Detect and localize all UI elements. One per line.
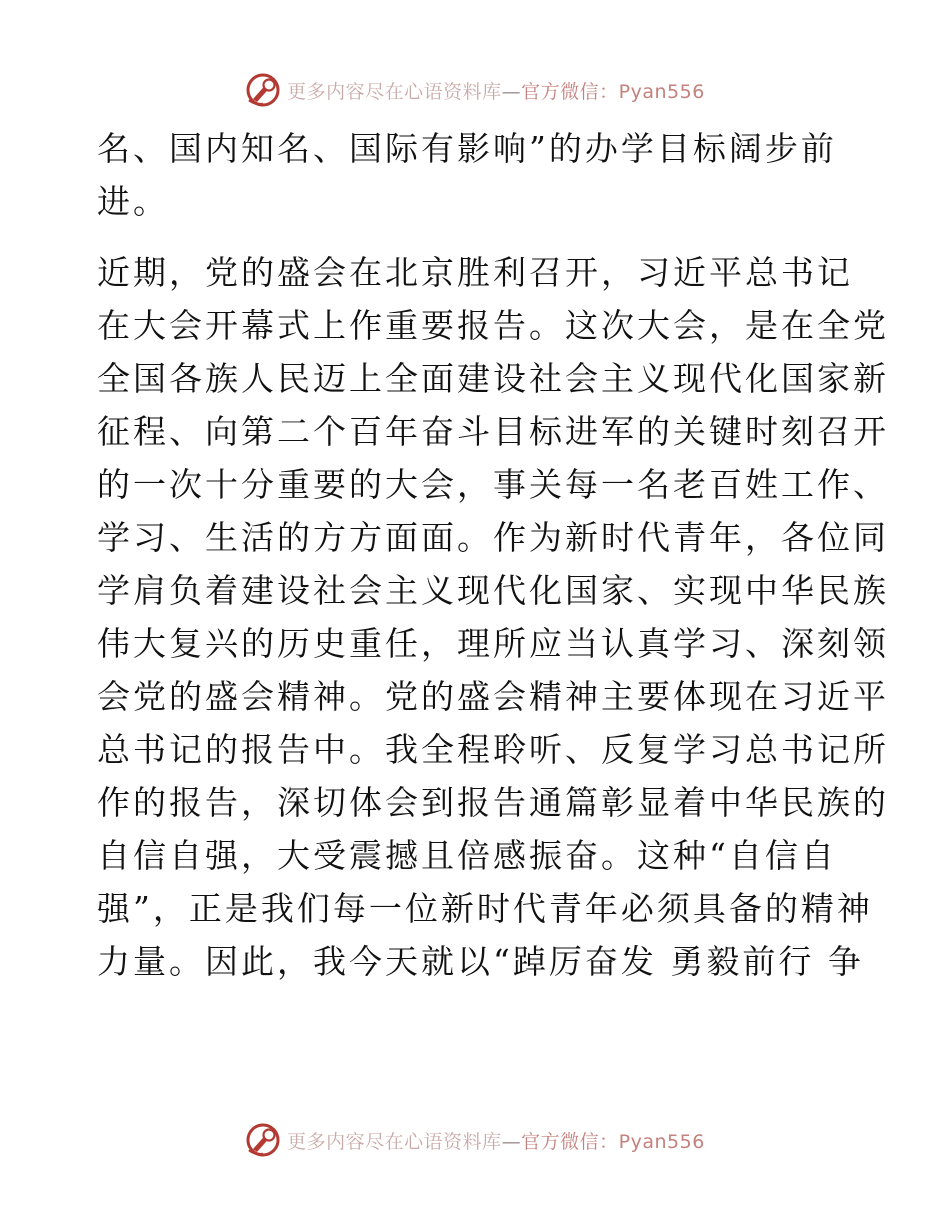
watermark-wechat-text: 官方微信：Pyan556 <box>521 1130 705 1153</box>
text-line: 伟大复兴的历史重任，理所应当认真学习、深刻领 <box>97 624 889 663</box>
watermark-text <box>287 1127 705 1154</box>
text-line: 的一次十分重要的大会，事关每一名老百姓工作、 <box>97 465 889 504</box>
header-watermark <box>0 68 950 112</box>
text-line: 名、国内知名、国际有影响”的办学目标阔步前 <box>97 129 837 168</box>
text-line: 强”，正是我们每一位新时代青年必须具备的精神 <box>97 889 873 928</box>
text-line: 作的报告，深切体会到报告通篇彰显着中华民族的 <box>97 783 889 822</box>
text-line: 学习、生活的方方面面。作为新时代青年，各位同 <box>97 518 889 557</box>
text-line: 自信自强，大受震撼且倍感振奋。这种“自信自 <box>97 836 837 875</box>
text-line: 在大会开幕式上作重要报告。这次大会，是在全党 <box>97 306 889 345</box>
watermark-main-text: 更多内容尽在心语资料库 <box>287 80 502 103</box>
text-line: 近期，党的盛会在北京胜利召开，习近平总书记 <box>97 253 853 292</box>
watermark-wechat-text: 官方微信：Pyan556 <box>521 80 705 103</box>
paragraph-spacing <box>97 228 857 246</box>
watermark-dash: — <box>501 1130 522 1153</box>
text-line: 会党的盛会精神。党的盛会精神主要体现在习近平 <box>97 677 889 716</box>
footer-watermark <box>0 1118 950 1162</box>
text-line: 进。 <box>97 182 169 221</box>
paragraph-2 <box>97 246 889 988</box>
text-line: 征程、向第二个百年奋斗目标进军的关键时刻召开 <box>97 412 889 451</box>
paragraph-1 <box>97 122 857 228</box>
brush-pen-icon <box>245 1122 281 1158</box>
watermark-dash: — <box>501 80 522 103</box>
text-line: 学肩负着建设社会主义现代化国家、实现中华民族 <box>97 571 889 610</box>
document-body <box>97 122 889 988</box>
watermark-main-text: 更多内容尽在心语资料库 <box>287 1130 502 1153</box>
brush-pen-icon <box>245 72 281 108</box>
text-line: 全国各族人民迈上全面建设社会主义现代化国家新 <box>97 359 889 398</box>
text-line: 总书记的报告中。我全程聆听、反复学习总书记所 <box>97 730 889 769</box>
watermark-text <box>287 77 705 104</box>
text-line: 力量。因此，我今天就以“踔厉奋发 勇毅前行 争 <box>97 942 864 981</box>
